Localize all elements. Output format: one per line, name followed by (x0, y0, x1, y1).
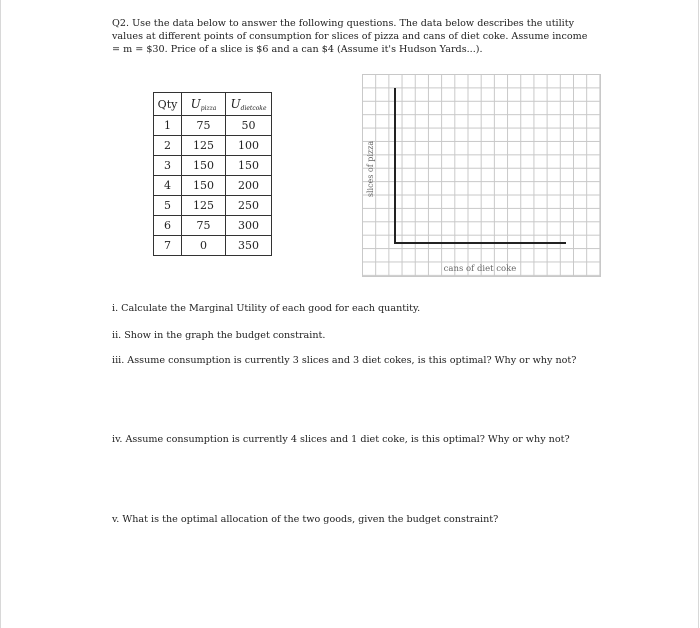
header-u-dietcoke: $U_{dietcoke}$ (226, 93, 272, 116)
cell-qty: 3 (154, 156, 182, 176)
question-intro: Q2. Use the data below to answer the following questions. The data below describes the utility values at different points of consumption for slices of pizza and cans of diet coke. Assume income = m = $30. Price of a slice is $6 and a can $4 (Assume it's Hudson Yards...). (112, 18, 588, 55)
cell-u-pizza: 75 (182, 116, 226, 136)
graph-y-label: slices of pizza (366, 140, 375, 198)
graph-y-axis (394, 88, 396, 244)
table-row (154, 236, 272, 256)
cell-qty: 2 (154, 136, 182, 156)
graph-grid (362, 74, 601, 277)
cell-u-pizza: 75 (182, 216, 226, 236)
cell-u-pizza: 125 (182, 136, 226, 156)
cell-u-dietcoke: 150 (226, 156, 272, 176)
table-row (154, 136, 272, 156)
cell-qty: 6 (154, 216, 182, 236)
page-border-right (698, 0, 699, 628)
table-row (154, 216, 272, 236)
table-header-row (154, 93, 272, 116)
cell-u-dietcoke: 100 (226, 136, 272, 156)
utility-table (153, 92, 272, 256)
cell-u-dietcoke: 50 (226, 116, 272, 136)
table-row (154, 156, 272, 176)
question-iii: iii. Assume consumption is currently 3 slices and 3 diet cokes, is this optimal? Why or why not? (112, 355, 577, 366)
graph-x-label: cans of diet coke (443, 264, 517, 274)
header-qty: Qty (154, 93, 182, 116)
cell-u-pizza: 125 (182, 196, 226, 216)
cell-qty: 4 (154, 176, 182, 196)
question-v: v. What is the optimal allocation of the two goods, given the budget constraint? (112, 514, 499, 525)
cell-qty: 7 (154, 236, 182, 256)
header-u-pizza: $U_{pizza}$ (182, 93, 226, 116)
graph-x-axis (394, 242, 566, 244)
cell-u-pizza: 0 (182, 236, 226, 256)
page-border-left (0, 0, 1, 628)
question-i: i. Calculate the Marginal Utility of each good for each quantity. (112, 303, 421, 314)
cell-u-dietcoke: 300 (226, 216, 272, 236)
cell-u-pizza: 150 (182, 176, 226, 196)
cell-u-dietcoke: 350 (226, 236, 272, 256)
table-row (154, 176, 272, 196)
question-iv: iv. Assume consumption is currently 4 slices and 1 diet coke, is this optimal? Why or why not? (112, 434, 570, 445)
cell-u-dietcoke: 200 (226, 176, 272, 196)
cell-u-pizza: 150 (182, 156, 226, 176)
cell-qty: 5 (154, 196, 182, 216)
cell-qty: 1 (154, 116, 182, 136)
question-ii: ii. Show in the graph the budget constraint. (112, 330, 326, 341)
table-row (154, 196, 272, 216)
cell-u-dietcoke: 250 (226, 196, 272, 216)
table-row (154, 116, 272, 136)
